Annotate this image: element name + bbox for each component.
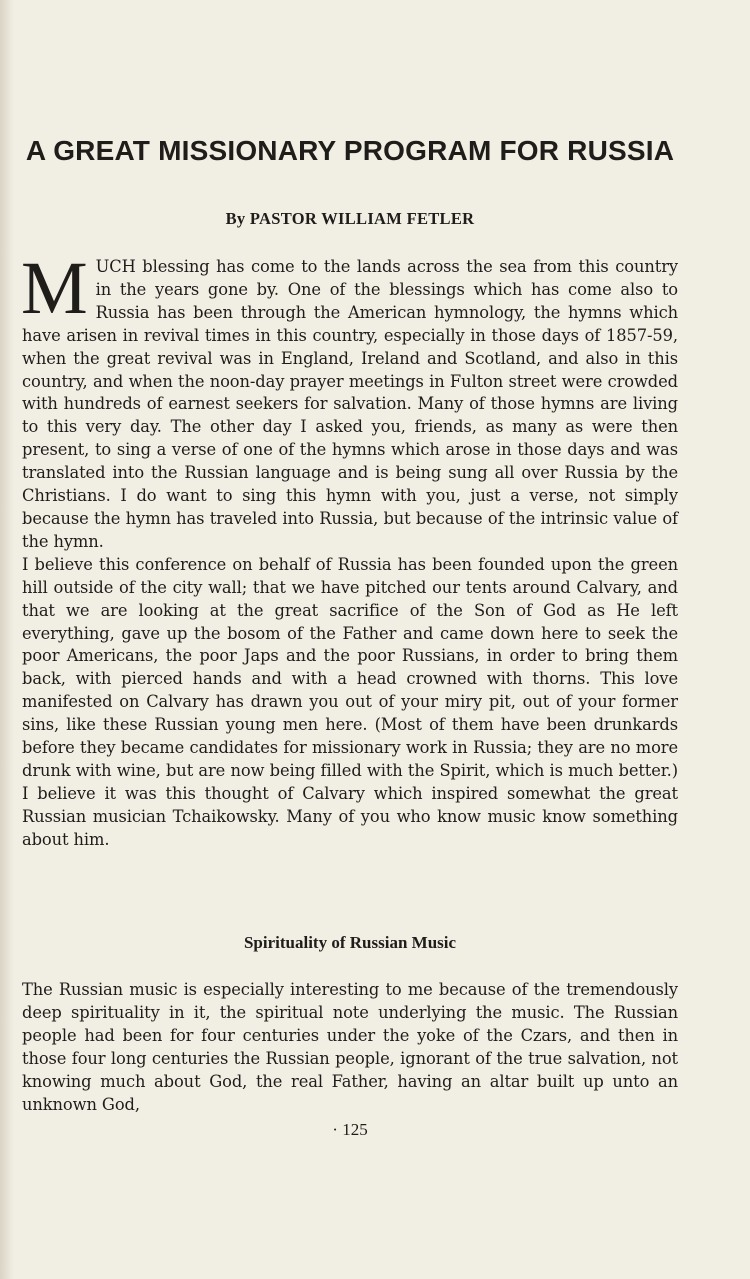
body-paragraphs [21, 247, 678, 852]
section-subheading: Spirituality of Russian Music [243, 933, 457, 952]
paragraph-1: UCH blessing has come to the lands across the sea from this country in the years gone by. One of the blessings which has come also to Russia has been through the American hymnology, the hymns which have arisen in revival times in this country, especially in those days of 1857-59, when the great revival was in England, Ireland and Scotland, and also in this country, and when the noon-day prayer meetings in Fulton street were crowded with hundreds of earnest seekers for salvation. Many of those hymns are living to this very day. The other day I asked you, friends, as many as were then present, to sing a verse of one of the hymns which arose in those days and was translated into the Russian language and is being sung all over Russia by the Christians. I do want to sing this hymn with you, just a verse, not simply because the hymn has traveled into Russia, but because of the intrinsic value of the hymn. [22, 257, 678, 551]
paragraph-2: I believe this conference on behalf of Russia has been founded upon the green hill outside of the city wall; that we have pitched our tents around Calvary, and that we are looking at the great sacrifice of the Son of God as He left everything, gave up the bosom of the Father and came down here to seek the poor Americans, the poor Japs and the poor Russians, in order to bring them back, with pierced hands and with a head crowned with thorns. This love manifested on Calvary has drawn you out of your miry pit, out of your former sins, like these Russian young men here. (Most of them have been drunkards before they became candidates for missionary work in Russia; they are no more drunk with wine, but are now being filled with the Spirit, which is much better.) I believe it was this thought of Calvary which inspired somewhat the great Russian musician Tchaikowsky. Many of you who know music know something about him. [22, 554, 678, 849]
page-number: · 125 [332, 1120, 368, 1139]
article-byline: By PASTOR WILLIAM FETLER [225, 209, 475, 228]
paragraph-3: The Russian music is especially interesting to me because of the tremendously deep spirituality in it, the spiritual note underlying the music. The Russian people had been for four centuries under the yoke of the Czars, and then in those four long centuries the Russian people, ignorant of the true salvation, not knowing much about God, the real Father, having an altar built up unto an unknown God, [22, 980, 678, 1114]
page-edge-shadow [0, 0, 14, 1279]
drop-cap: M [21, 247, 88, 330]
article-title: A GREAT MISSIONARY PROGRAM FOR RUSSIA [25, 135, 675, 166]
